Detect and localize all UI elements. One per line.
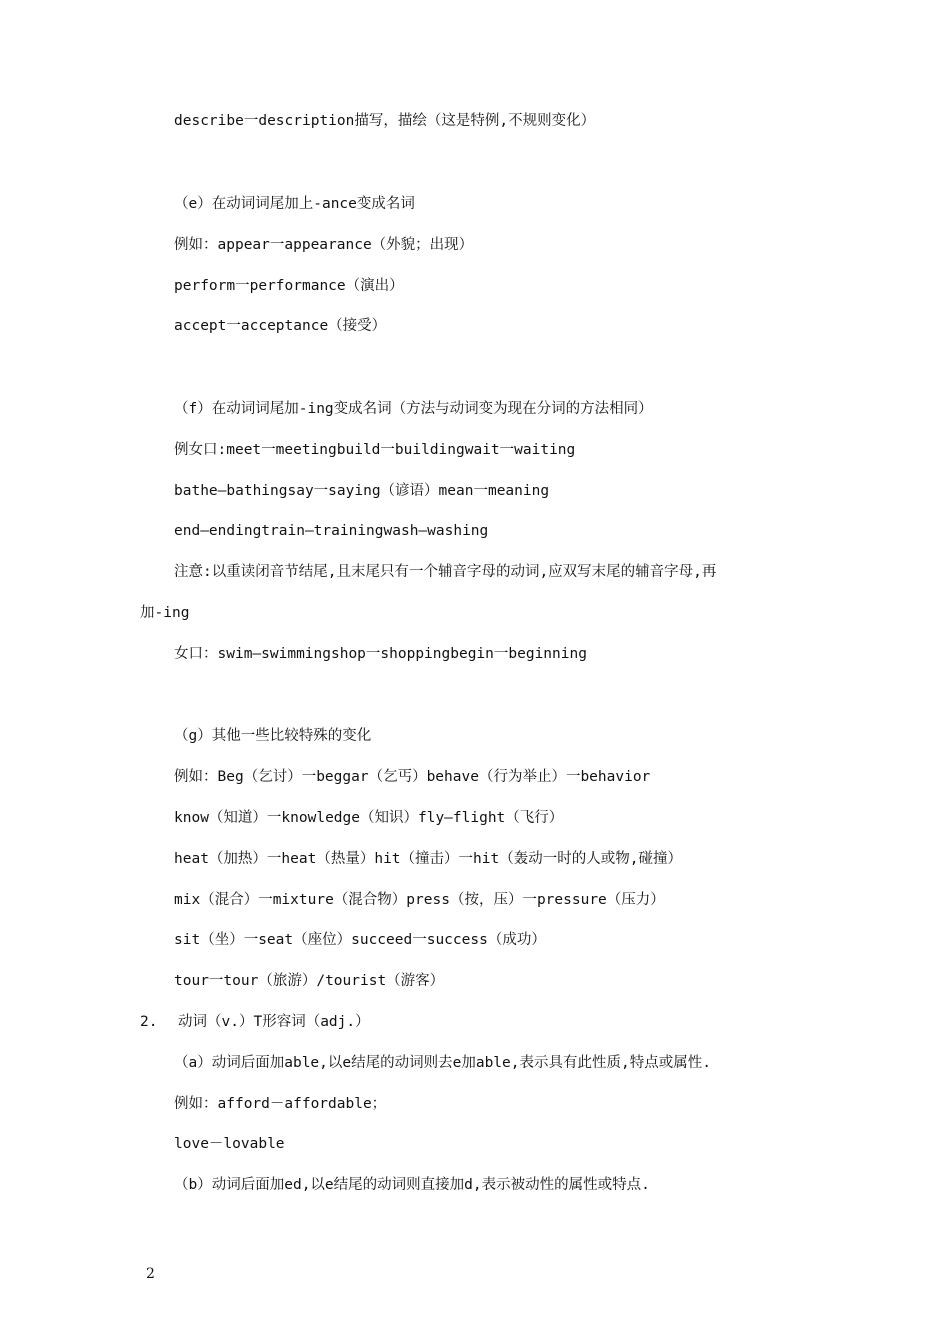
note-line-continued: 加-ing (140, 605, 190, 621)
section-heading-f: （f）在动词词尾加-ing变成名词（方法与动词变为现在分词的方法相同） (174, 401, 653, 417)
text-line: （b）动词后面加ed,以e结尾的动词则直接加d,表示被动性的属性或特点. (174, 1177, 650, 1193)
text-line: 例如：appear一appearance（外貌；出现） (174, 237, 474, 253)
text-line: end—endingtrain—trainingwash—washing (174, 523, 489, 539)
text-line: （a）动词后面加able,以e结尾的动词则去e加able,表示具有此性质,特点或属性. (174, 1055, 711, 1071)
text-line: bathe—bathingsay一saying（谚语）mean一meaning (174, 483, 550, 499)
text-line: love－lovable (174, 1136, 285, 1152)
text-line: 女口：swim—swimmingshop一shoppingbegin一beginning (174, 646, 587, 662)
text-line: accept一acceptance（接受） (174, 318, 387, 334)
text-line: 例如：afford－affordable； (174, 1096, 387, 1112)
text-line: heat（加热）一heat（热量）hit（撞击）一hit（轰动一时的人或物,碰撞） (174, 851, 682, 867)
text-line: sit（坐）一seat（座位）succeed一success（成功） (174, 932, 546, 948)
text-line: describe一description描写，描绘（这是特例,不规则变化） (174, 113, 596, 129)
text-line: tour一tour（旅游）/tourist（游客） (174, 973, 445, 989)
text-line: 例女口:meet一meetingbuild一buildingwait一waiting (174, 442, 576, 458)
text-line: perform一performance（演出） (174, 278, 404, 294)
list-number: 2. (140, 1014, 158, 1030)
section-heading-g: （g）其他一些比较特殊的变化 (174, 728, 372, 744)
note-line: 注意:以重读闭音节结尾,且末尾只有一个辅音字母的动词,应双写末尾的辅音字母,再 (174, 564, 717, 580)
text-line: know（知道）一knowledge（知识）fly—flight（飞行） (174, 810, 564, 826)
text-line: 例如：Beg（乞讨）一beggar（乞丐）behave（行为举止）一behavior (174, 769, 651, 785)
text-line: mix（混合）一mixture（混合物）press（按，压）一pressure（压力） (174, 892, 665, 908)
list-heading: 动词（v.）T形容词（adj.） (178, 1014, 370, 1030)
page-number: 2 (146, 1266, 155, 1282)
section-heading-e: （e）在动词词尾加上-ance变成名词 (174, 196, 415, 212)
